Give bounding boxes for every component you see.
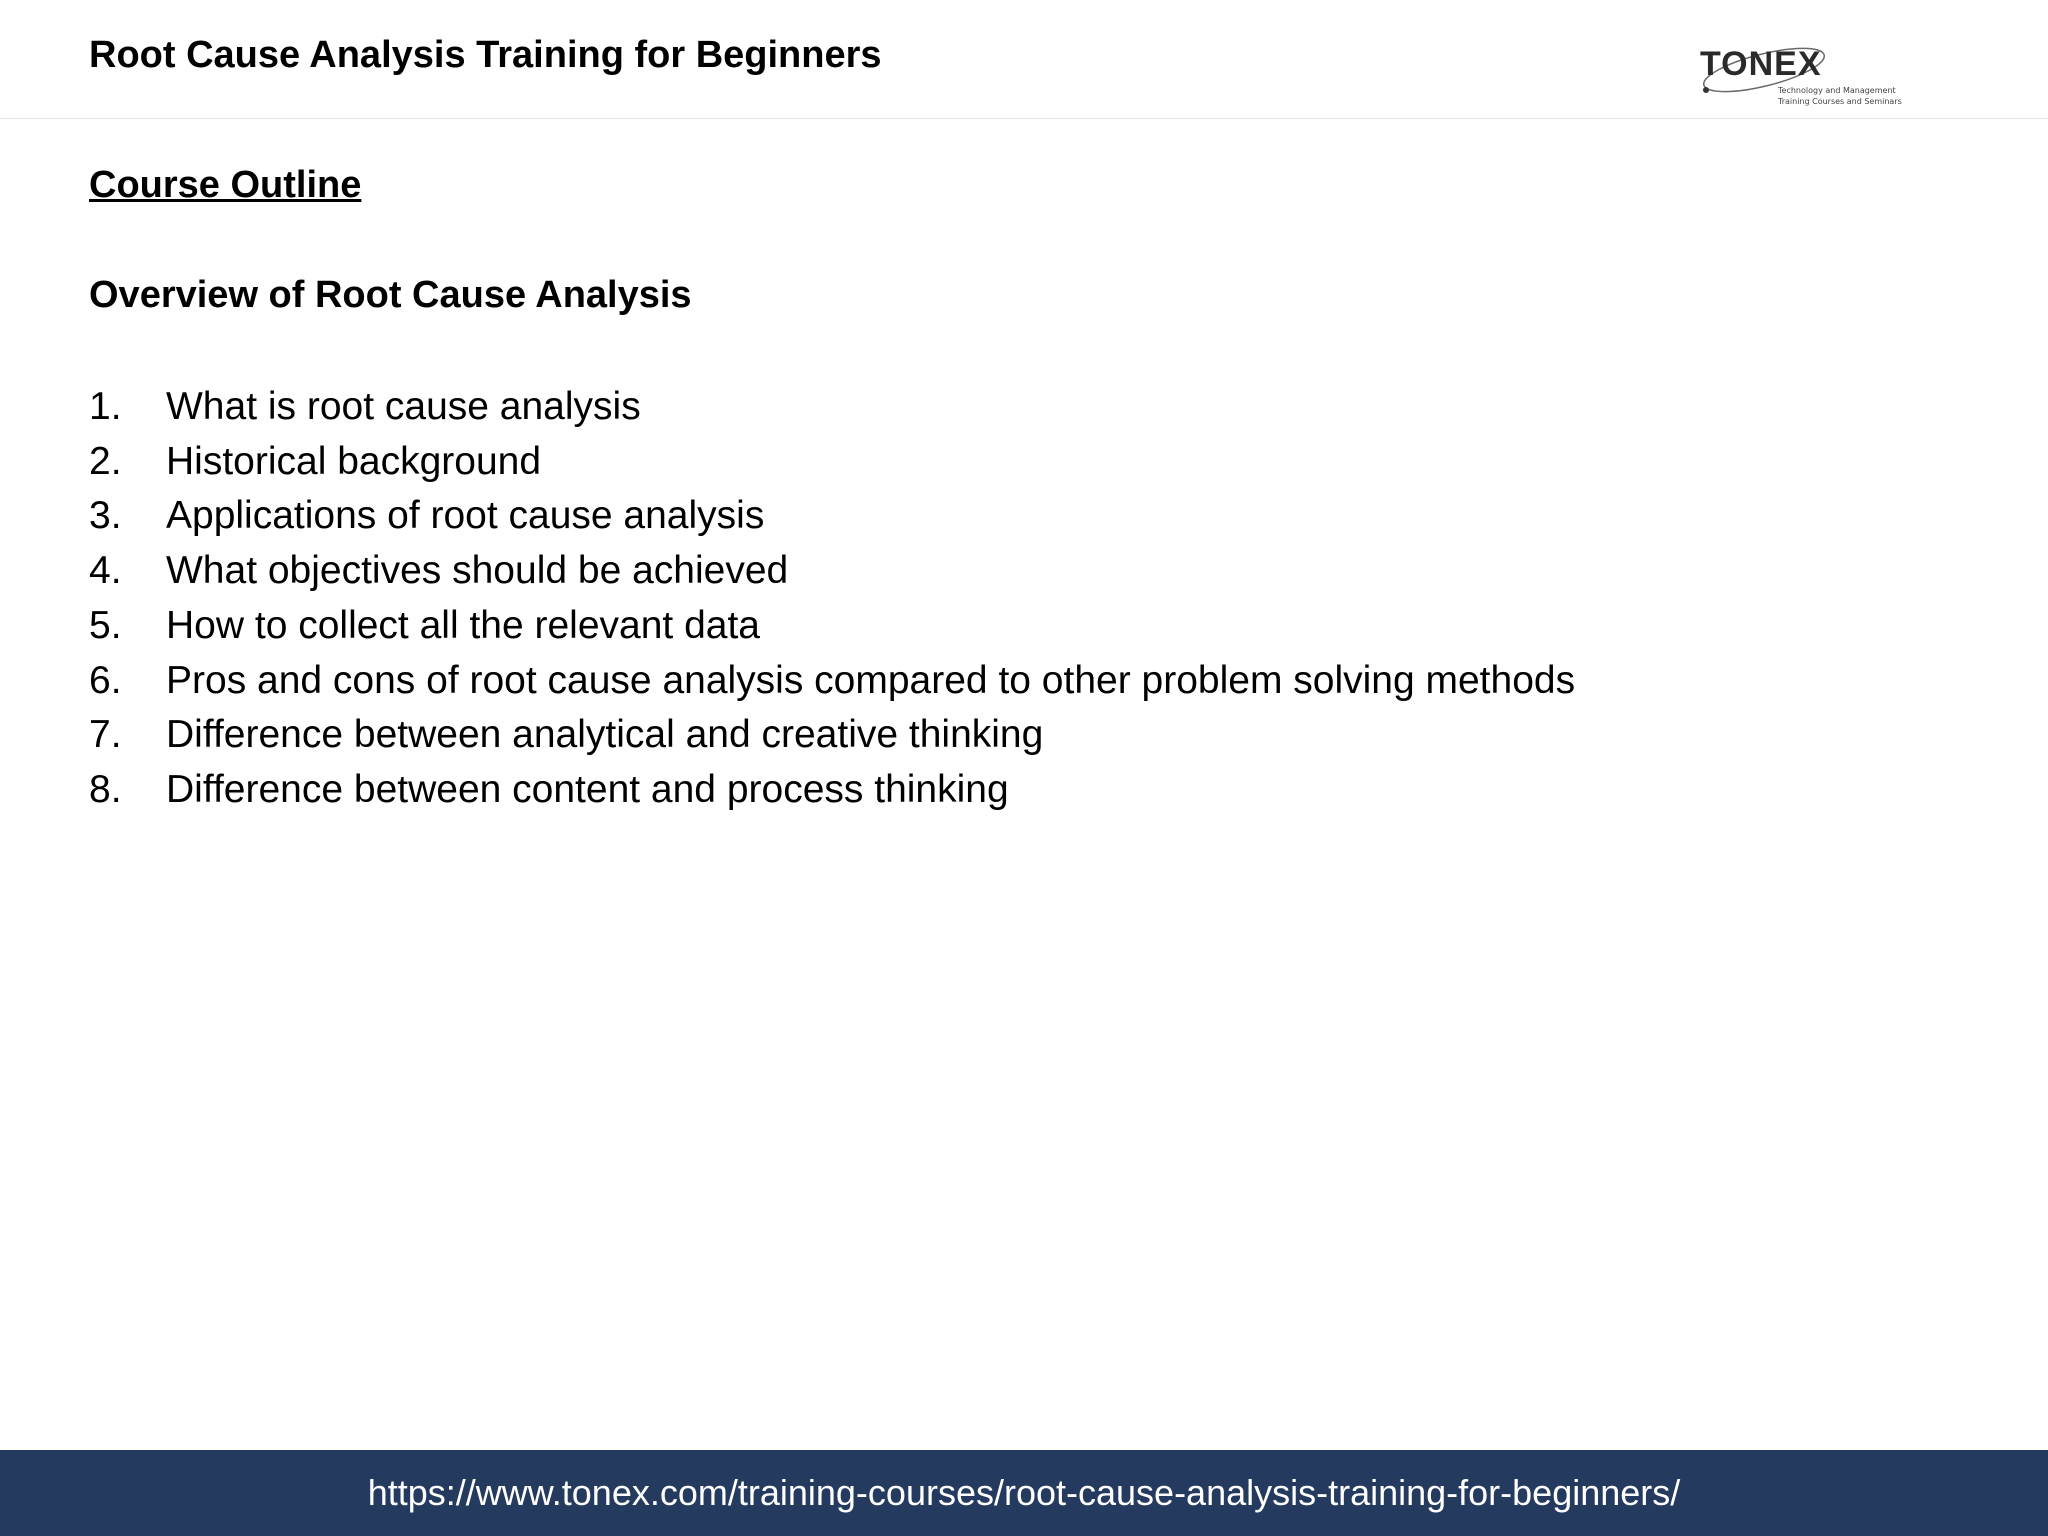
section-heading: Course Outline <box>89 164 362 206</box>
list-item-text: Applications of root cause analysis <box>166 494 765 538</box>
logo-word: TONEX <box>1700 45 1822 83</box>
list-item <box>89 544 1989 599</box>
footer-url-link[interactable]: https://www.tonex.com/training-courses/root-cause-analysis-training-for-beginners/ <box>367 1472 1681 1513</box>
list-item <box>89 380 1989 435</box>
slide-content <box>89 160 1989 818</box>
list-item <box>89 763 1989 818</box>
list-item-number: 7. <box>89 713 122 757</box>
list-item-number: 8. <box>89 767 122 811</box>
list-item <box>89 435 1989 490</box>
page-title: Root Cause Analysis Training for Beginners <box>89 34 882 76</box>
list-item-number: 3. <box>89 494 122 538</box>
list-item-text: What is root cause analysis <box>166 385 641 428</box>
list-item <box>89 654 1989 709</box>
logo-tagline-line-2: Training Courses and Seminars <box>1778 97 1902 106</box>
list-item-number: 4. <box>89 549 122 593</box>
list-item-text: Difference between content and process thinking <box>166 767 1009 811</box>
list-item-text: Difference between analytical and creative thinking <box>166 713 1044 757</box>
list-item <box>89 599 1989 654</box>
list-item <box>89 489 1989 544</box>
tonex-logo <box>1694 32 1944 116</box>
list-item <box>89 708 1989 763</box>
list-item-text: Historical background <box>166 439 542 483</box>
footer-bar <box>0 1450 2048 1536</box>
list-item-text: How to collect all the relevant data <box>166 603 760 647</box>
logo-tagline-line-1: Technology and Management <box>1778 86 1896 95</box>
list-item-text: Pros and cons of root cause analysis compared to other problem solving methods <box>166 658 1576 702</box>
subheading: Overview of Root Cause Analysis <box>89 274 692 316</box>
list-item-text: What objectives should be achieved <box>166 549 789 593</box>
list-item-number: 6. <box>89 658 122 702</box>
list-item-number: 5. <box>89 603 122 647</box>
outline-list <box>89 380 1989 818</box>
list-item-number: 2. <box>89 439 122 483</box>
list-item-number: 1. <box>89 385 122 428</box>
slide-header <box>0 0 2048 119</box>
